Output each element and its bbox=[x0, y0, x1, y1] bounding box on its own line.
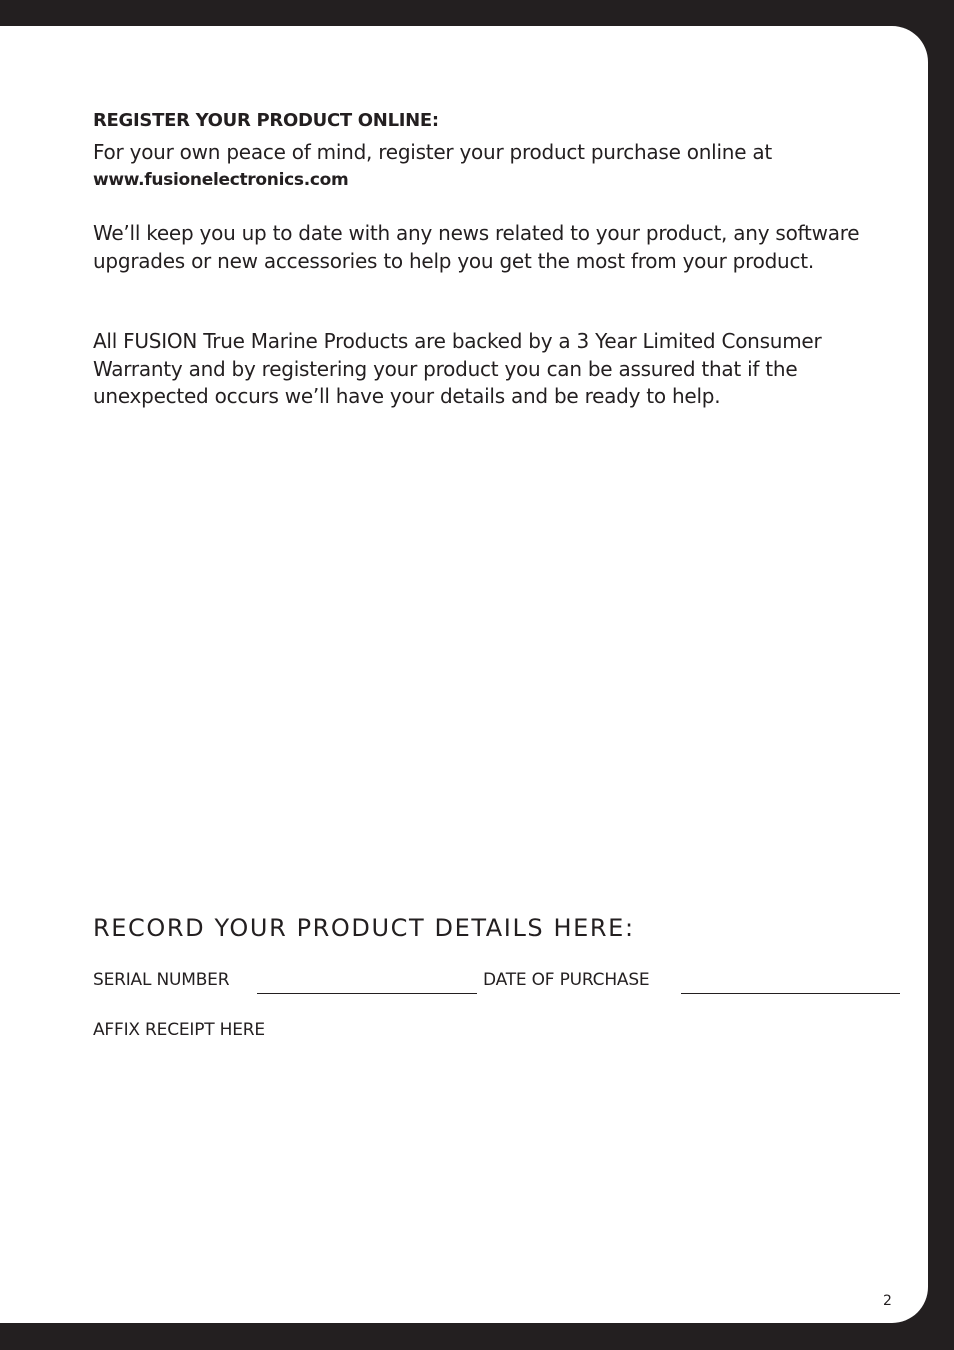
serial-number-label: SERIAL NUMBER bbox=[93, 970, 230, 990]
register-intro-paragraph bbox=[93, 139, 873, 194]
website-link[interactable]: www.fusionelectronics.com bbox=[93, 169, 349, 190]
updates-paragraph: We’ll keep you up to date with any news related to your product, any software upgrades or new accessories to help you get the most from your product. bbox=[93, 221, 860, 273]
document-page bbox=[0, 26, 928, 1323]
register-intro-text: For your own peace of mind, register your product purchase online at bbox=[93, 140, 772, 164]
affix-receipt-label: AFFIX RECEIPT HERE bbox=[93, 1020, 265, 1040]
record-details-title: RECORD YOUR PRODUCT DETAILS HERE: bbox=[93, 914, 635, 942]
date-of-purchase-line bbox=[681, 993, 900, 994]
date-of-purchase-label: DATE OF PURCHASE bbox=[483, 970, 650, 990]
register-heading: REGISTER YOUR PRODUCT ONLINE: bbox=[93, 110, 439, 131]
serial-number-line bbox=[257, 993, 477, 994]
warranty-paragraph: All FUSION True Marine Products are backed by a 3 Year Limited Consumer Warranty and by registering your product you can be assured that if the unexpected occurs we’ll have your details and be ready to help. bbox=[93, 329, 822, 408]
page-number: 2 bbox=[883, 1293, 892, 1309]
